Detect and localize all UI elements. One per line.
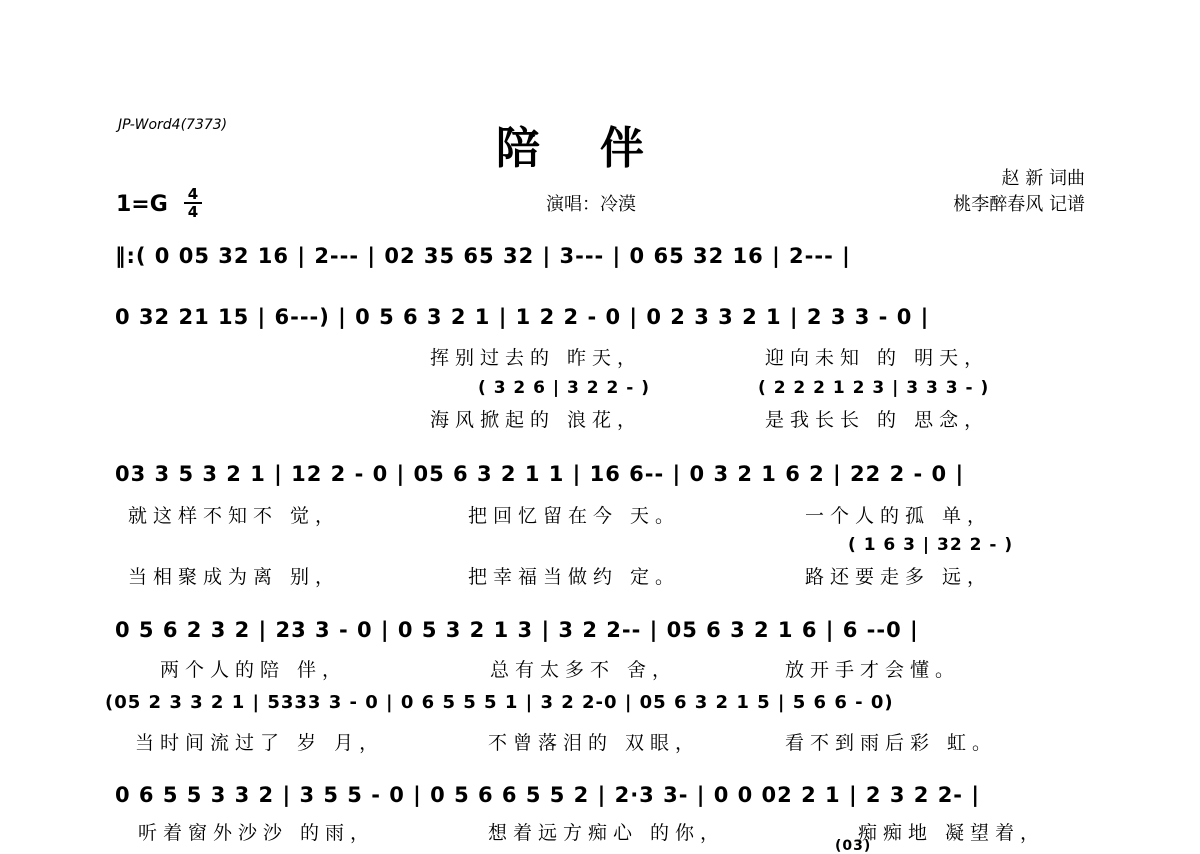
lyric-2c: 一个人的孤 单， <box>805 505 993 527</box>
lyric-4c: 看不到雨后彩 虹。 <box>785 732 998 754</box>
lyric-1c: 海风掀起的 浪花， <box>430 409 643 431</box>
alt-notes-5: (03) <box>835 838 872 854</box>
lyric-2a: 就这样不知不 觉， <box>128 505 341 527</box>
staff-line-1: ‖:( 0 05 32 16 | 2--- | 02 35 65 32 | 3--- | 0 65 32 16 | 2--- | <box>115 244 851 268</box>
lyric-2d: 当相聚成为离 别， <box>128 566 341 588</box>
staff-line-2: 0 32 21 15 | 6---) | 0 5 6 3 2 1 | 1 2 2 - 0 | 0 2 3 3 2 1 | 2 3 3 - 0 | <box>115 305 930 329</box>
lyric-2e: 把幸福当做约 定。 <box>468 566 681 588</box>
staff-line-3: 03 3 5 3 2 1 | 12 2 - 0 | 05 6 3 2 1 1 | 16 6-- | 0 3 2 1 6 2 | 22 2 - 0 | <box>115 462 965 486</box>
singer: 演唱：冷漠 <box>546 194 636 215</box>
lyricist-composer: 赵 新 词曲 <box>1001 168 1085 189</box>
source-label: JP-Word4(7373) <box>118 117 228 133</box>
song-title: 陪伴 <box>496 123 704 174</box>
lyric-4b: 不曾落泪的 双眼， <box>488 732 701 754</box>
staff-line-4: 0 5 6 2 3 2 | 23 3 - 0 | 0 5 3 2 1 3 | 3 2 2-- | 05 6 3 2 1 6 | 6 --0 | <box>115 618 919 642</box>
lyric-1a: 挥别过去的 昨天， <box>430 347 643 369</box>
key-signature: 1=G <box>116 192 168 217</box>
alt-notes-1b: ( 2 2 2 1 2 3 | 3 3 3 - ) <box>758 378 990 398</box>
staff-line-5: (05 2 3 3 2 1 | 5333 3 - 0 | 0 6 5 5 5 1 | 3 2 2-0 | 05 6 3 2 1 5 | 5 6 6 - 0) <box>105 692 894 713</box>
time-sig-top: 4 <box>187 185 199 203</box>
alt-notes-1a: ( 3 2 6 | 3 2 2 - ) <box>478 378 651 398</box>
lyric-5c: 痴痴地 凝望着， <box>858 822 1046 844</box>
lyric-1b: 迎向未知 的 明天， <box>765 347 990 369</box>
transcriber: 桃李醉春风 记谱 <box>953 194 1085 215</box>
lyric-4a: 当时间流过了 岁 月， <box>135 732 385 754</box>
time-signature <box>184 186 202 220</box>
lyric-2b: 把回忆留在今 天。 <box>468 505 681 527</box>
lyric-5a: 听着窗外沙沙 的雨， <box>138 822 376 844</box>
lyric-3a: 两个人的陪 伴， <box>160 659 348 681</box>
lyric-3c: 放开手才会懂。 <box>785 659 961 681</box>
lyric-5b: 想着远方痴心 的你， <box>488 822 726 844</box>
lyric-3b: 总有太多不 舍， <box>490 659 678 681</box>
lyric-2f: 路还要走多 远， <box>805 566 993 588</box>
time-sig-bottom: 4 <box>187 203 199 221</box>
lyric-1d: 是我长长 的 思念， <box>765 409 990 431</box>
alt-notes-2: ( 1 6 3 | 32 2 - ) <box>848 535 1014 555</box>
staff-line-6: 0 6 5 5 3 3 2 | 3 5 5 - 0 | 0 5 6 6 5 5 2 | 2·3 3- | 0 0 02 2 1 | 2 3 2 2- | <box>115 783 980 807</box>
